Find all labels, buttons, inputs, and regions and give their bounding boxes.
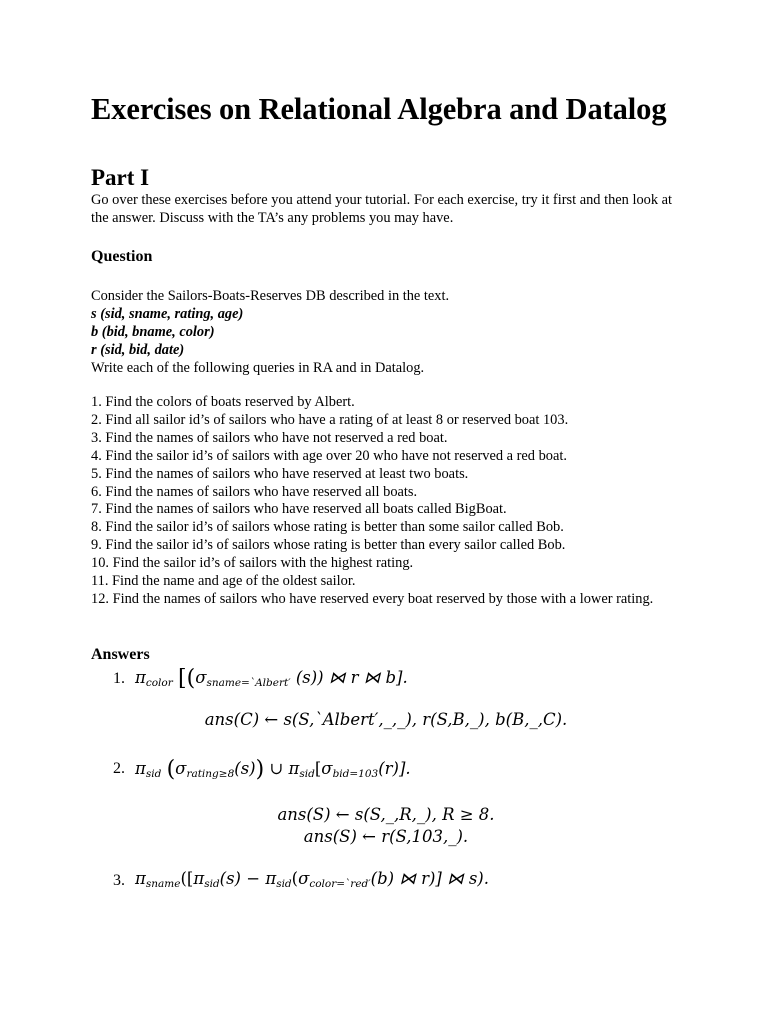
pi-symbol: π	[288, 759, 300, 778]
pi-symbol: π	[135, 759, 146, 778]
answer-1-relational-algebra	[135, 666, 408, 691]
pi-symbol: π	[265, 869, 277, 888]
pi-subscript: sid	[276, 878, 292, 890]
answer-1-datalog: ans(C) ← s(S,`Albert′,_,_), r(S,B,_), b(B,_,C).	[204, 710, 568, 729]
sigma-subscript: sname=`Albert′	[206, 677, 291, 689]
sigma-symbol: σ	[195, 668, 207, 687]
query-item: 2. Find all sailor id’s of sailors who have a rating of at least 8 or reserved boat 103.	[91, 411, 569, 428]
ra-body: (b) ⋈ r)] ⋈ s).	[370, 869, 489, 888]
query-item: 7. Find the names of sailors who have reserved all boats called BigBoat.	[91, 501, 507, 518]
question-heading: Question	[91, 248, 153, 265]
query-item: 8. Find the sailor id’s of sailors whose rating is better than some sailor called Bob.	[91, 519, 564, 536]
ra-body: (s)) ⋈ r ⋈ b].	[295, 668, 408, 687]
query-item: 6. Find the names of sailors who have reserved all boats.	[91, 483, 418, 500]
answers-heading: Answers	[91, 646, 150, 663]
question-block	[91, 287, 681, 377]
sigma-symbol: σ	[298, 869, 310, 888]
sigma-subscript: rating≥8	[186, 768, 235, 780]
query-item: 3. Find the names of sailors who have not reserved a red boat.	[91, 429, 448, 446]
query-item: 9. Find the sailor id’s of sailors whose rating is better than every sailor called Bob.	[91, 537, 566, 554]
pi-subscript: sname	[145, 878, 181, 890]
document-title: Exercises on Relational Algebra and Datalog	[91, 92, 667, 126]
pi-subscript: sid	[204, 878, 220, 890]
ra-body-1: (s)	[234, 759, 256, 778]
question-instruction: Write each of the following queries in RA and in Datalog.	[91, 360, 425, 376]
query-item: 10. Find the sailor id’s of sailors with the highest rating.	[91, 555, 414, 572]
answer-2-relational-algebra: $\pi_{sid}$ $(\sigma_{rating\ge 8}(s))$ ∪ $\pi_{sid}[\sigma_{bid=103}(r)]$.	[135, 757, 411, 782]
answer-3-number: 3.	[113, 872, 125, 889]
sigma-subscript: color=`red′	[309, 878, 371, 890]
answer-2-datalog-2: ans(S) ← r(S,103,_).	[303, 827, 469, 846]
sigma-subscript: bid=103	[332, 768, 379, 780]
answer-2-datalog-1: ans(S) ← s(S,_,R,_), R ≥ 8.	[277, 805, 495, 824]
sigma-symbol: σ	[321, 759, 333, 778]
query-item: 1. Find the colors of boats reserved by Albert.	[91, 394, 355, 410]
minus-expression: (s) −	[219, 869, 266, 888]
query-list	[91, 394, 681, 609]
answer-2-number: 2.	[113, 760, 125, 777]
question-intro: Consider the Sailors-Boats-Reserves DB described in the text.	[91, 288, 450, 304]
ra-body-2: (r)].	[378, 759, 411, 778]
schema-reserves: r (sid, bid, date)	[91, 342, 185, 358]
pi-symbol: π	[193, 869, 205, 888]
part-heading: Part I	[91, 165, 150, 190]
query-item: 5. Find the names of sailors who have reserved at least two boats.	[91, 465, 469, 482]
union-symbol: ∪	[264, 759, 289, 778]
query-item: 11. Find the name and age of the oldest sailor.	[91, 573, 356, 590]
answer-1-number: 1.	[113, 670, 125, 687]
schema-boats: b (bid, bname, color)	[91, 324, 215, 340]
intro-paragraph: Go over these exercises before you attend your tutorial. For each exercise, try it first and then look at the answer. Discuss with the TA’s any problems you may have.	[91, 192, 673, 226]
pi-subscript: sid	[299, 768, 315, 780]
schema-sailors: s (sid, sname, rating, age)	[91, 306, 244, 322]
open-bracket: [(	[178, 666, 196, 691]
pi-symbol: π	[135, 668, 146, 687]
sigma-symbol: σ	[175, 759, 187, 778]
query-item: 12. Find the names of sailors who have reserved every boat reserved by those with a lower rating.	[91, 590, 654, 607]
query-item: 4. Find the sailor id’s of sailors with age over 20 who have not reserved a red boat.	[91, 447, 567, 464]
pi-symbol: π	[135, 869, 146, 888]
answer-3-relational-algebra: $\pi_{sname}([\pi_{sid}(s) - \pi_{sid}(\sigma_{color=`red'}(b)$ ⋈ r)] ⋈ s).	[135, 869, 489, 890]
pi-subscript: color	[145, 677, 173, 689]
pi-subscript: sid	[145, 768, 162, 780]
